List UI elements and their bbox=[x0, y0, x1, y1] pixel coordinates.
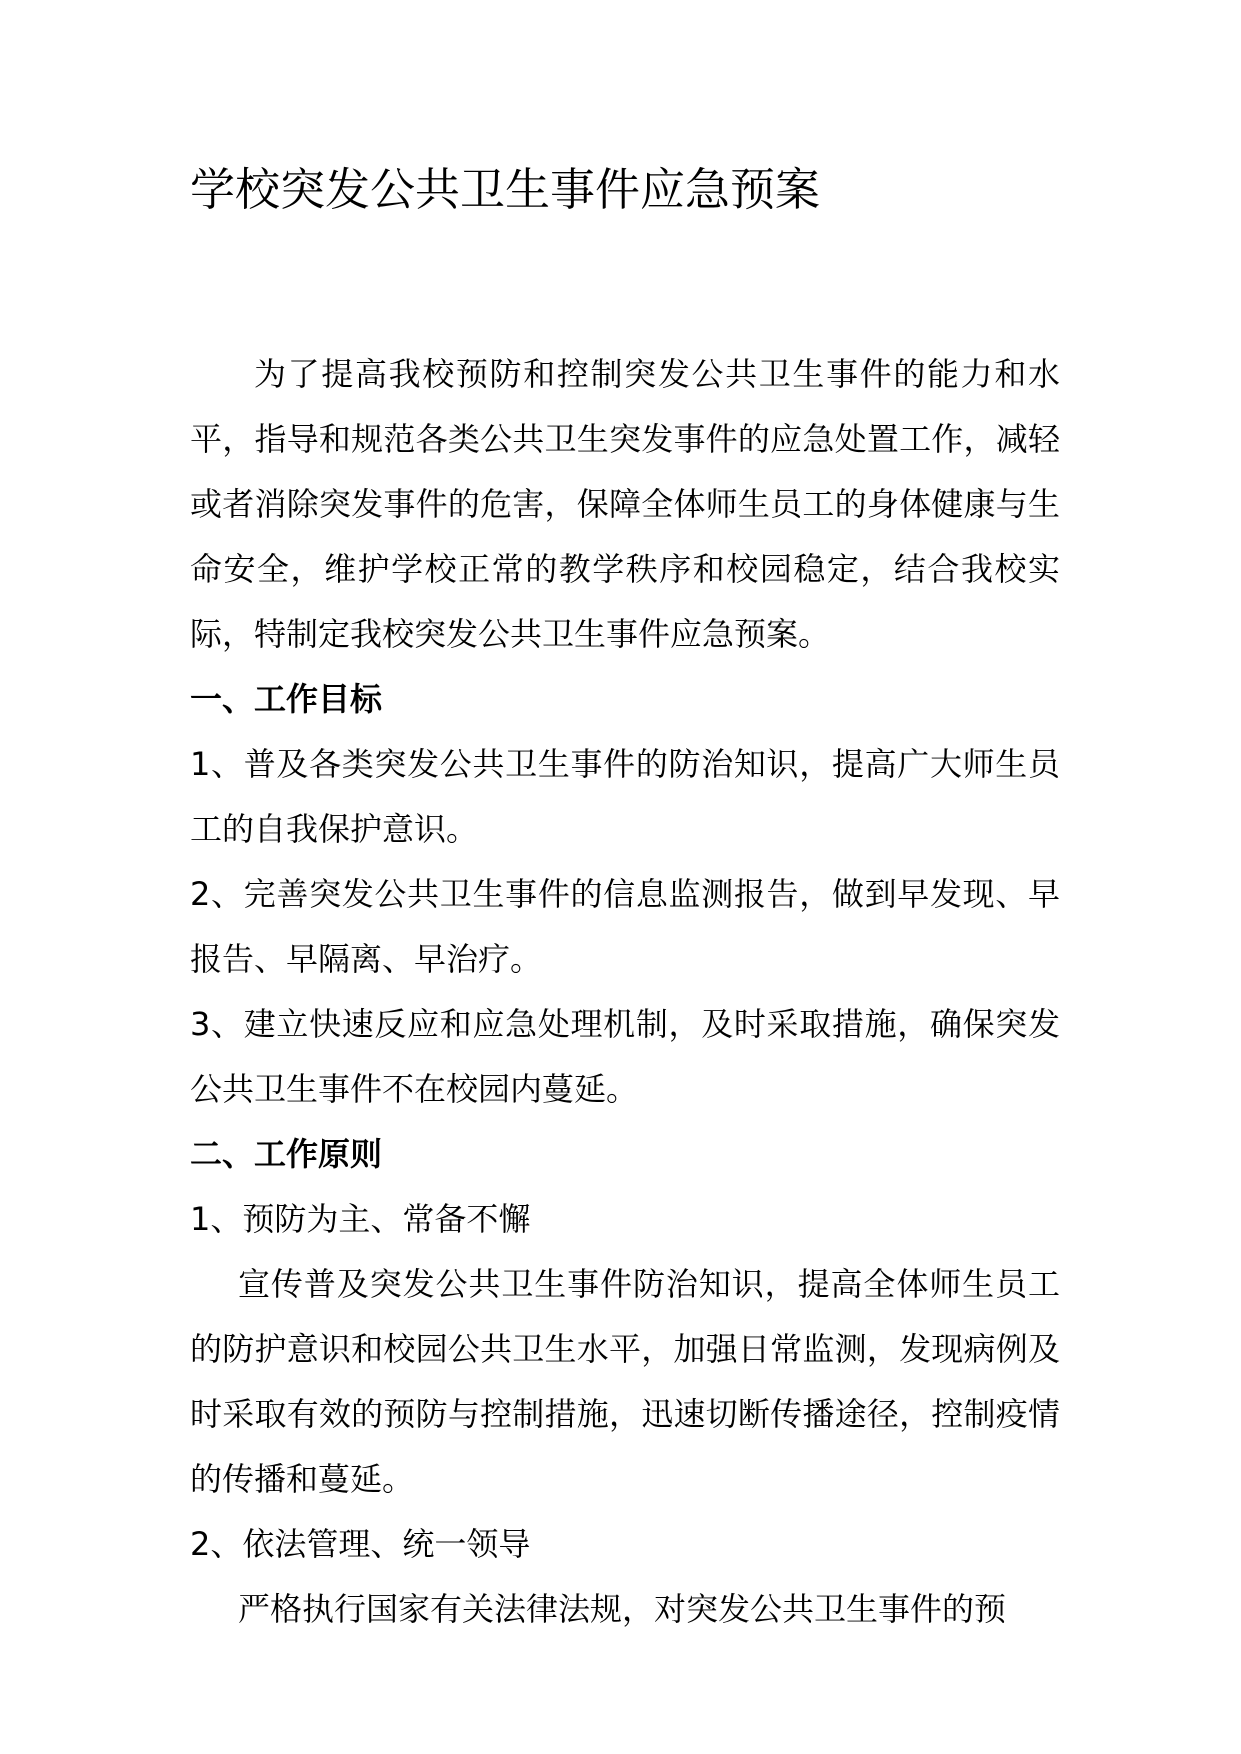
section-principles bbox=[190, 1122, 1060, 1642]
principle-body: 严格执行国家有关法律法规，对突发公共卫生事件的预 bbox=[238, 1590, 1007, 1628]
intro-paragraph: 为了提高我校预防和控制突发公共卫生事件的能力和水平，指导和规范各类公共卫生突发事件的应急处置工作，减轻或者消除突发事件的危害，保障全体师生员工的身体健康与生命安全，维护学校正常的教学秩序和校园稳定，结合我校实际，特制定我校突发公共卫生事件应急预案。 bbox=[190, 355, 1060, 653]
document-title: 学校突发公共卫生事件应急预案 bbox=[190, 163, 821, 216]
goal-item: 2、完善突发公共卫生事件的信息监测报告，做到早发现、早报告、早隔离、早治疗。 bbox=[190, 875, 1060, 978]
principle-title: 1、预防为主、常备不懈 bbox=[190, 1200, 531, 1238]
title-spacer bbox=[190, 230, 1060, 342]
principle-title: 2、依法管理、统一领导 bbox=[190, 1525, 531, 1563]
section-heading: 一、工作目标 bbox=[190, 680, 383, 718]
goal-item: 3、建立快速反应和应急处理机制，及时采取措施，确保突发公共卫生事件不在校园内蔓延。 bbox=[190, 1005, 1060, 1108]
goal-item: 1、普及各类突发公共卫生事件的防治知识，提高广大师生员工的自我保护意识。 bbox=[190, 745, 1060, 848]
document-body bbox=[190, 150, 1060, 1642]
section-goals bbox=[190, 667, 1060, 1122]
principle-body: 宣传普及突发公共卫生事件防治知识，提高全体师生员工的防护意识和校园公共卫生水平，加强日常监测，发现病例及时采取有效的预防与控制措施，迅速切断传播途径，控制疫情的传播和蔓延。 bbox=[190, 1265, 1060, 1498]
section-heading: 二、工作原则 bbox=[190, 1135, 383, 1173]
